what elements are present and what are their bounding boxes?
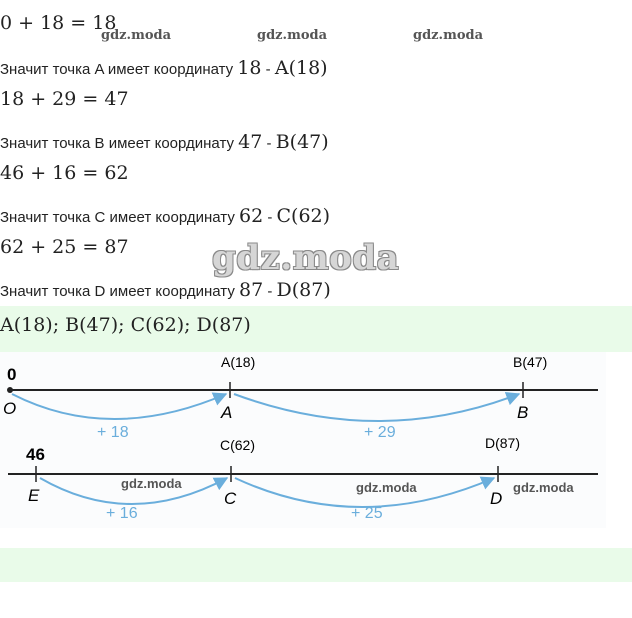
step-label-29: + 29 — [364, 424, 396, 441]
watermark: gdz.moda — [257, 28, 328, 43]
statement-value: 47 — [238, 131, 263, 153]
equation-1: 0 + 18 = 18 — [0, 12, 117, 34]
watermark: gdz.moda — [121, 476, 182, 491]
watermark: gdz.moda — [356, 480, 417, 495]
statement-value: 87 — [238, 279, 264, 301]
point-c-label: C — [224, 489, 237, 508]
coord-a-label: A(18) — [221, 354, 256, 370]
statement-label: A(18) — [274, 57, 328, 79]
coord-c-label: C(62) — [220, 437, 256, 453]
step-label-18: + 18 — [97, 424, 129, 441]
equation-3: 46 + 16 = 62 — [0, 162, 129, 184]
statement-text: Значит точка A имеет координату — [0, 61, 238, 78]
statement-3 — [0, 205, 330, 227]
statement-label: D(87) — [276, 279, 331, 301]
statement-separator: - — [262, 135, 276, 152]
watermark: gdz.moda — [101, 28, 172, 43]
point-e-label: E — [28, 486, 40, 505]
watermark-large: gdz.moda — [212, 238, 400, 278]
statement-text: Значит точка B имеет координату — [0, 135, 239, 152]
point-d-label: D — [490, 489, 503, 508]
arc-o-to-a — [12, 394, 226, 419]
statement-text: Значит точка D имеет координату — [0, 283, 239, 300]
coord-b-label: B(47) — [513, 354, 548, 370]
statement-text: Значит точка C имеет координату — [0, 209, 239, 226]
point-o-label: O — [3, 399, 17, 418]
number-line-svg — [0, 352, 606, 528]
statement-separator: - — [263, 283, 277, 300]
point-a-label: A — [221, 403, 233, 422]
step-label-25: + 25 — [351, 505, 383, 522]
number-line-figure — [0, 352, 606, 528]
statement-separator: - — [261, 61, 275, 78]
bottom-start-value: 46 — [26, 445, 45, 464]
watermark: gdz.moda — [513, 480, 574, 495]
answer-text: A(18); B(47); C(62); D(87) — [0, 314, 251, 336]
statement-1 — [0, 57, 328, 79]
statement-separator: - — [263, 209, 277, 226]
statement-2 — [0, 131, 329, 153]
equation-2: 18 + 29 = 47 — [0, 88, 129, 110]
empty-band — [0, 548, 632, 582]
arc-a-to-b — [234, 394, 519, 421]
point-b-label: B — [517, 403, 529, 422]
statement-label: C(62) — [276, 205, 331, 227]
answer-band — [0, 306, 632, 352]
statement-value: 62 — [238, 205, 264, 227]
step-label-16: + 16 — [106, 505, 138, 522]
statement-4 — [0, 279, 331, 301]
coord-d-label: D(87) — [485, 435, 521, 451]
statement-value: 18 — [237, 57, 262, 79]
top-origin-dot — [7, 387, 13, 393]
equation-4: 62 + 25 = 87 — [0, 236, 129, 258]
top-start-value: 0 — [7, 365, 17, 384]
watermark: gdz.moda — [413, 28, 484, 43]
statement-label: B(47) — [275, 131, 329, 153]
